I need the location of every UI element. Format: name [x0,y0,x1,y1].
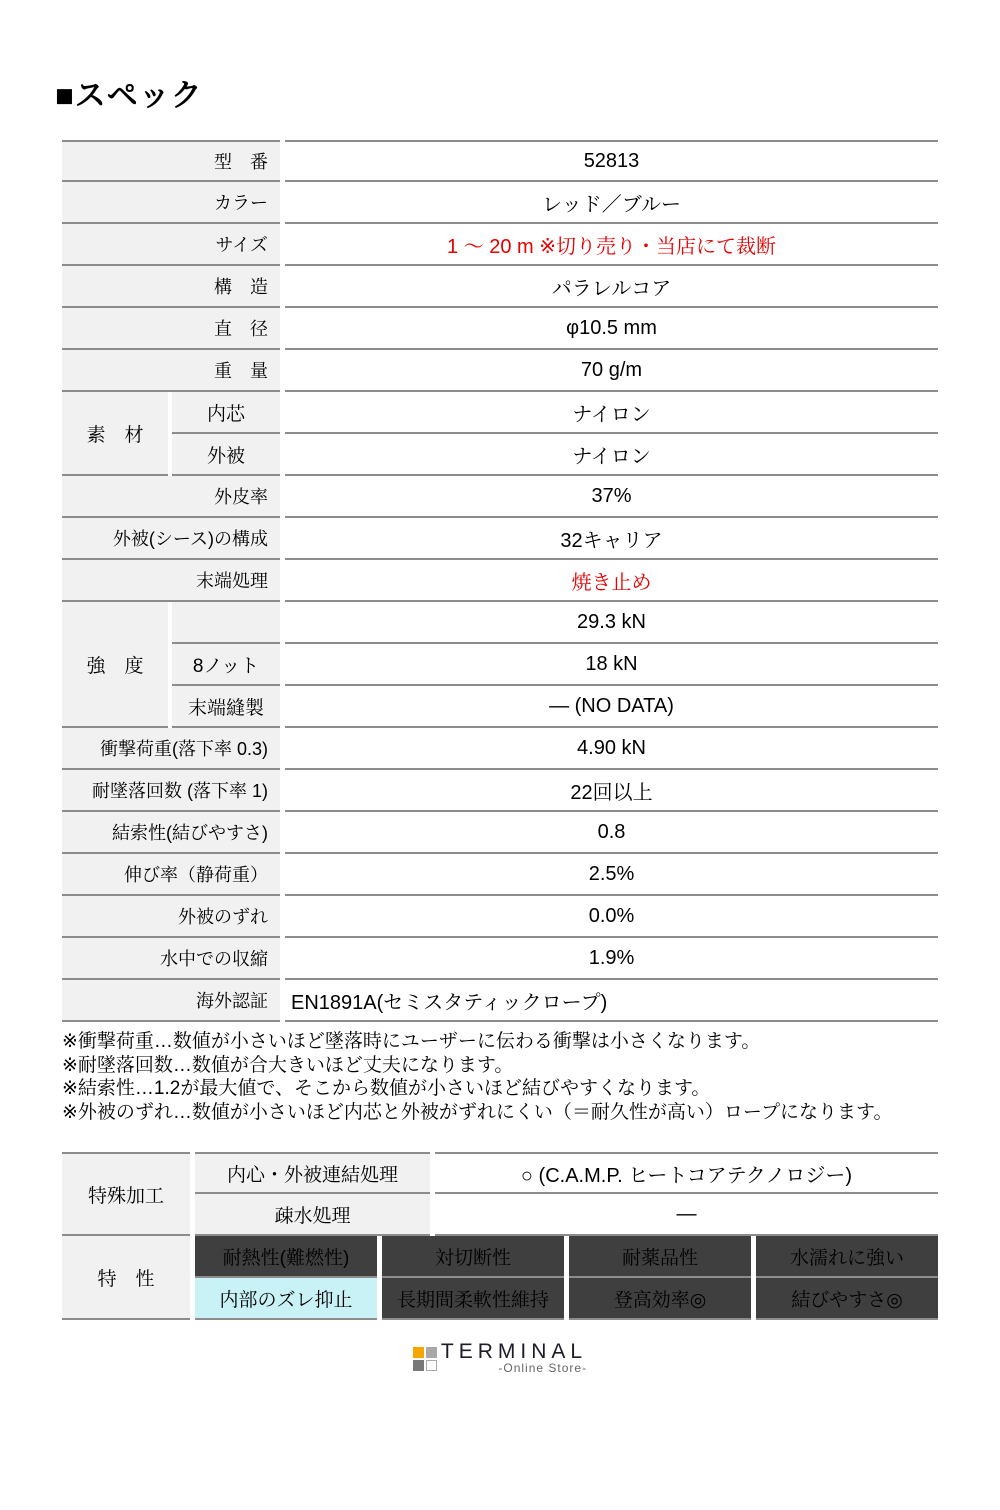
note-line: ※耐墜落回数…数値が合大きいほど丈夫になります。 [62,1054,514,1076]
spec-page [0,70,938,1375]
spec-sublabel: 8ノット [172,644,280,686]
feature-cell: 結びやすさ◎ [756,1278,938,1320]
spec-sublabel: 内芯 [172,392,280,434]
store-name: TERMINAL [440,1340,588,1363]
spec-label: 型 番 [62,140,280,182]
spec-label: カラー [62,182,280,224]
features-label: 特 性 [62,1236,190,1320]
note-line: ※衝撃荷重…数値が小さいほど墜落時にユーザーに伝わる衝撃は小さくなります。 [62,1031,761,1052]
spec-label: 結索性(結びやすさ) [62,812,280,854]
special-processing-table [62,1152,938,1236]
spec-value: 1 ～ 20 m ※切り売り・当店にて裁断 [285,224,938,266]
spec-value: 焼き止め [285,560,938,602]
spec-label: 外被(シース)の構成 [62,518,280,560]
feature-cell: 対切断性 [382,1236,564,1278]
processing-sublabel: 疎水処理 [195,1194,430,1236]
special-processing-label: 特殊加工 [62,1152,190,1236]
spec-value: 1.9% [285,938,938,980]
spec-value: ― (NO DATA) [285,686,938,728]
terminal-logo-icon [413,1347,437,1371]
spec-value: ナイロン [285,392,938,434]
spec-label: 水中での収縮 [62,938,280,980]
spec-value: 52813 [285,140,938,182]
feature-cell: 登高効率◎ [569,1278,751,1320]
note-line: ※外被のずれ…数値が小さいほど内芯と外被がずれにくい（＝耐久性が高い）ロープになります。 [62,1101,893,1123]
logo-square-orange [413,1347,424,1358]
feature-cell: 内部のズレ抑止 [195,1278,377,1320]
spec-sublabel: 外被 [172,434,280,476]
spec-label: 末端処理 [62,560,280,602]
feature-cell: 耐薬品性 [569,1236,751,1278]
spec-value: 2.5% [285,854,938,896]
spec-label: 構 造 [62,266,280,308]
spec-group-label: 強 度 [62,602,168,728]
feature-cell: 耐熱性(難燃性) [195,1236,377,1278]
spec-label: 直 径 [62,308,280,350]
feature-cell: 長期間柔軟性維持 [382,1278,564,1320]
spec-table [62,140,938,1022]
notes-section [62,1030,938,1124]
spec-label: 衝撃荷重(落下率 0.3) [62,728,280,770]
spec-label: サイズ [62,224,280,266]
spec-value: パラレルコア [285,266,938,308]
spec-sublabel: 末端縫製 [172,686,280,728]
spec-value: 18 kN [285,644,938,686]
spec-label: 重 量 [62,350,280,392]
logo-square-white [426,1360,437,1371]
note-line: ※結索性…1.2が最大値で、そこから数値が小さいほど結びやすくなります。 [62,1078,711,1099]
spec-sublabel [172,602,280,644]
spec-value: ナイロン [285,434,938,476]
spec-value: レッド／ブルー [285,182,938,224]
spec-value: 32キャリア [285,518,938,560]
logo-square-gray [426,1347,437,1358]
processing-sublabel: 内心・外被連結処理 [195,1152,430,1194]
store-logo-text [441,1342,587,1375]
spec-value: 0.8 [285,812,938,854]
spec-label: 海外認証 [62,980,280,1022]
processing-value: ○ (C.A.M.P. ヒートコアテクノロジー) [435,1152,938,1194]
spec-value: 70 g/m [285,350,938,392]
logo-square-darkgray [413,1360,424,1371]
spec-value: φ10.5 mm [285,308,938,350]
spec-label: 外被のずれ [62,896,280,938]
spec-group-label: 素 材 [62,392,168,476]
spec-value: EN1891A(セミスタティックロープ) [285,980,938,1022]
feature-cell: 水濡れに強い [756,1236,938,1278]
store-logo [62,1342,938,1375]
spec-value: 37% [285,476,938,518]
spec-label: 伸び率（静荷重） [62,854,280,896]
page-title: ■スペック [55,78,203,113]
store-tagline: -Online Store- [498,1361,588,1375]
spec-label: 耐墜落回数 (落下率 1) [62,770,280,812]
spec-value: 4.90 kN [285,728,938,770]
spec-value: 29.3 kN [285,602,938,644]
spec-value: 22回以上 [285,770,938,812]
spec-value: 0.0% [285,896,938,938]
processing-value: ― [435,1194,938,1236]
features-table [62,1236,938,1320]
spec-label: 外皮率 [62,476,280,518]
